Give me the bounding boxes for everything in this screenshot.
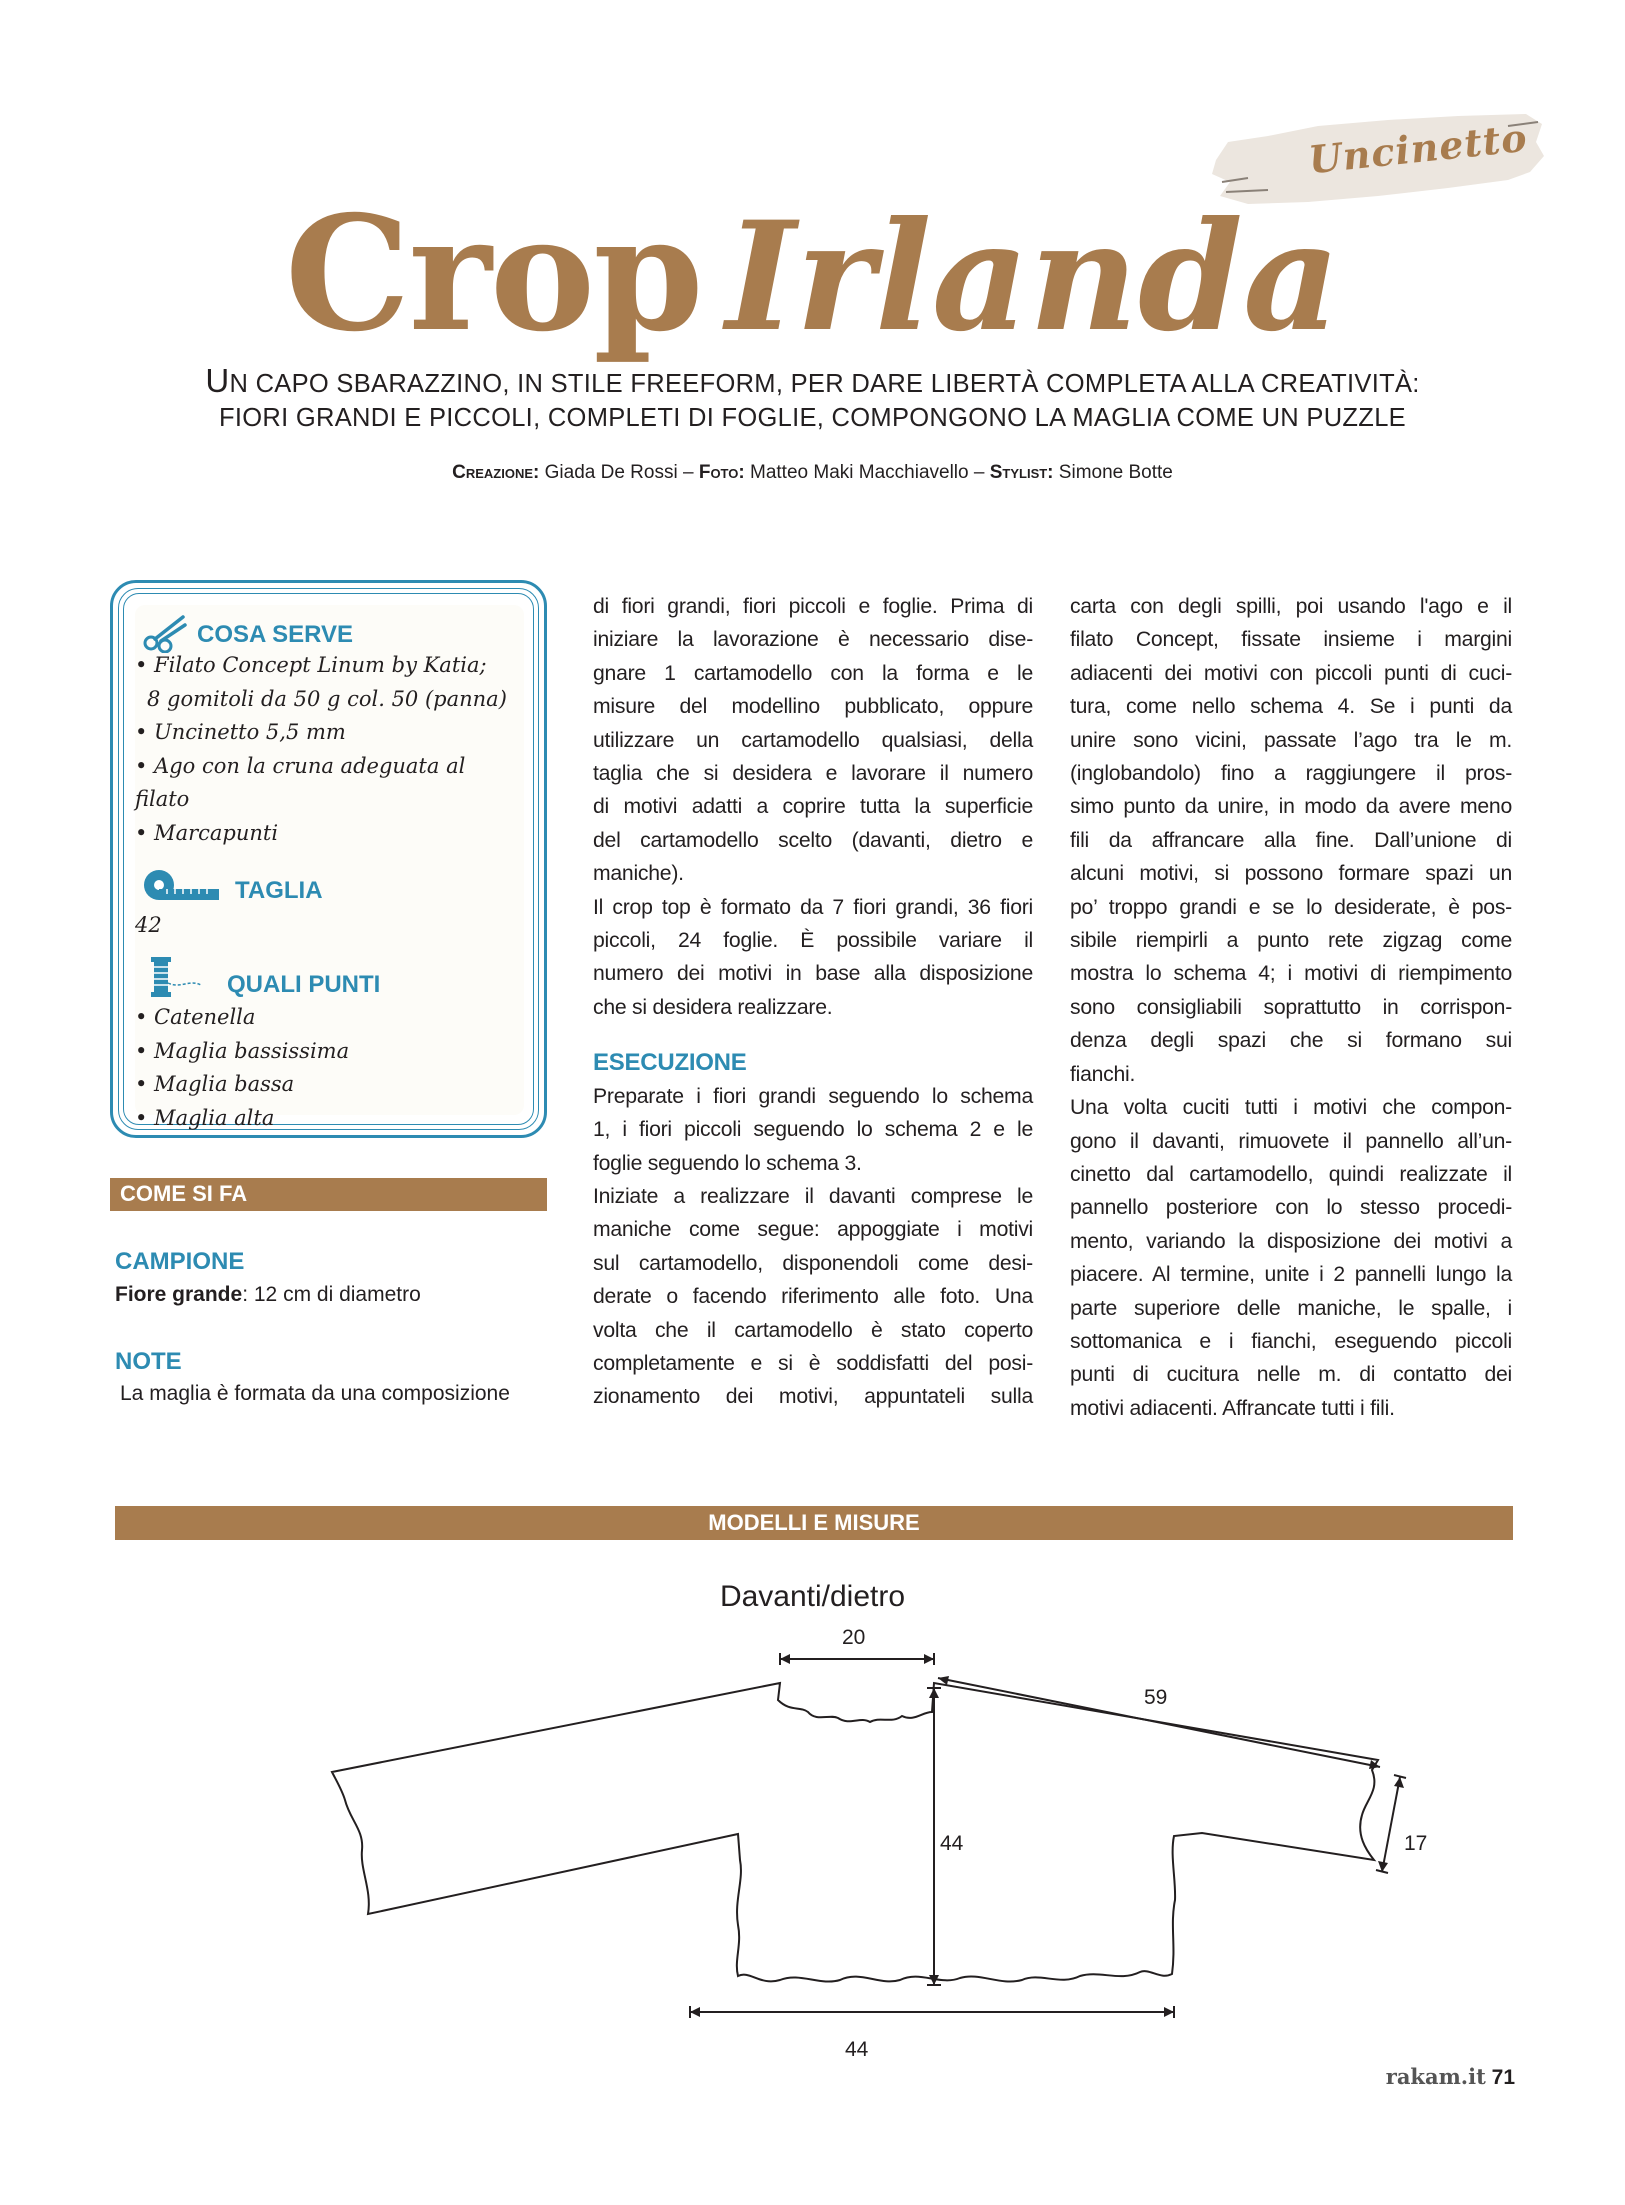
dim-width-label: 44 — [845, 2038, 869, 2061]
materials-list — [135, 649, 524, 850]
taglia-heading: TAGLIA — [235, 877, 323, 904]
title-word-irlanda: Irlanda — [725, 189, 1341, 365]
site-name: rakam.it — [1385, 2064, 1486, 2089]
dim-neck-label: 20 — [842, 1626, 866, 1649]
scissors-icon — [141, 613, 189, 653]
subtitle-line-2: FIORI GRANDI E PICCOLI, COMPLETI DI FOGLIE, COMPONGONO LA MAGLIA COME UN PUZZLE — [219, 404, 1406, 432]
badge-label: Uncinetto — [1306, 114, 1530, 183]
tape-measure-icon — [141, 867, 223, 903]
list-item: • Uncinetto 5,5 mm — [135, 720, 346, 744]
come-si-fa-bar: COME SI FA — [110, 1178, 547, 1211]
cosa-serve-heading: COSA SERVE — [197, 621, 354, 648]
esecuzione-heading: ESECUZIONE — [593, 1049, 747, 1077]
note-text: La maglia è formata da una composizione — [120, 1382, 510, 1405]
diagram-title: Davanti/dietro — [719, 1580, 906, 1613]
page-footer — [1386, 2064, 1515, 2090]
list-item: • Ago con la cruna adeguata al filato — [135, 753, 466, 811]
credits: Creazione: Giada De Rossi – Foto: Matteo Maki Macchiavello – Stylist: Simone Botte — [452, 462, 1173, 483]
list-item: • Maglia bassa — [135, 1072, 295, 1096]
note-heading: NOTE — [115, 1348, 182, 1375]
list-item: • Marcapunti — [135, 820, 279, 845]
list-item: • Catenella — [135, 1005, 256, 1029]
dim-sleeve-label: 59 — [1144, 1686, 1168, 1709]
dim-cuff-label: 17 — [1404, 1832, 1428, 1855]
campione-line: Fiore grande: 12 cm di diametro — [115, 1283, 421, 1306]
materials-box — [110, 580, 547, 1138]
list-item: • Maglia alta — [135, 1105, 275, 1130]
column-3: carta con degli spilli, poi usando l'ago e il filato Concept, fissate insieme i margini adiacenti dei motivi con piccoli punti di cuci- tura, come nello schema 4. Se i punti da unire sono vicini, passate l’ago tra le m. (inglobandolo) fino a raggiungere il pros- simo punto da unire, in modo da avere meno fili da affrancare alla fine. Dall’unione di alcuni motivi, si possono formare spazi un po’ troppo grandi e se lo desiderate, è pos- sibile riempirli a punto rete zigzag come mostra lo schema 4; i motivi di riempimento sono consigliabili soprattutto in corrispon- denza degli spazi che si formano sui fianchi. Una volta cuciti tutti i motivi che compon- gono il davanti, rimuovete il pannello all’un- cinetto dal cartamodello, quindi realizzate il pannello posteriore con lo stesso procedi- mento, variando la disposizione dei motivi a piacere. Al termine, unite i 2 pannelli lungo la parte superiore delle maniche, le spalle, i sottomanica e i fianchi, eseguendo piccoli punti di cucitura nelle m. di contatto dei motivi adiacenti. Affrancate tutti i fili. — [1070, 595, 1512, 1420]
taglia-value: 42 — [135, 913, 162, 937]
dim-height-label: 44 — [940, 1832, 964, 1855]
column-2: di fiori grandi, fiori piccoli e foglie. Prima di iniziare la lavorazione è necessario dise- gnare 1 cartamodello con la forma e le misure del modellino pubblicato, oppure utilizzare un cartamodello qualsiasi, della taglia che si desidera e lavorare il numero di motivi adatti a coprire tutta la superficie del cartamodello scelto (davanti, dietro e maniche). Il crop top è formato da 7 fiori grandi, 36 fiori piccoli, 24 foglie. È possibile variare il numero dei motivi in base alla disposizione che si desidera realizzare. ESECUZIONE Preparate i fiori grandi seguendo lo schema 1, i fiori piccoli seguendo lo schema 2 e le foglie seguendo lo schema 3. Iniziate a realizzare il davanti comprese le maniche come segue: appoggiate i motivi sul cartamodello, disponendoli come desi- derate o facendo riferimento alle foto. Una volta che il cartamodello è stato coperto completamente e si è soddisfatti del posi- zionamento dei motivi, appuntateli sulla — [593, 595, 1033, 1409]
list-item: • Filato Concept Linum by Katia; — [135, 653, 487, 677]
title-word-crop: Crop — [284, 182, 702, 367]
cuff-dimension-line — [1382, 1777, 1400, 1872]
quali-punti-heading: QUALI PUNTI — [227, 971, 381, 998]
list-item: • Maglia bassissima — [135, 1038, 350, 1063]
modelli-misure-bar: MODELLI E MISURE — [115, 1506, 1513, 1540]
campione-heading: CAMPIONE — [115, 1248, 245, 1275]
list-item: 8 gomitoli da 50 g col. 50 (panna) — [147, 686, 507, 711]
garment-outline — [332, 1683, 1378, 1982]
thread-spool-icon — [145, 955, 225, 1001]
page-number: 71 — [1491, 2066, 1515, 2089]
subtitle-line-1: UN CAPO SBARAZZINO, IN STILE FREEFORM, PER DARE LIBERTÀ COMPLETA ALLA CREATIVITÀ: — [205, 362, 1420, 399]
stitches-list — [135, 1001, 349, 1135]
